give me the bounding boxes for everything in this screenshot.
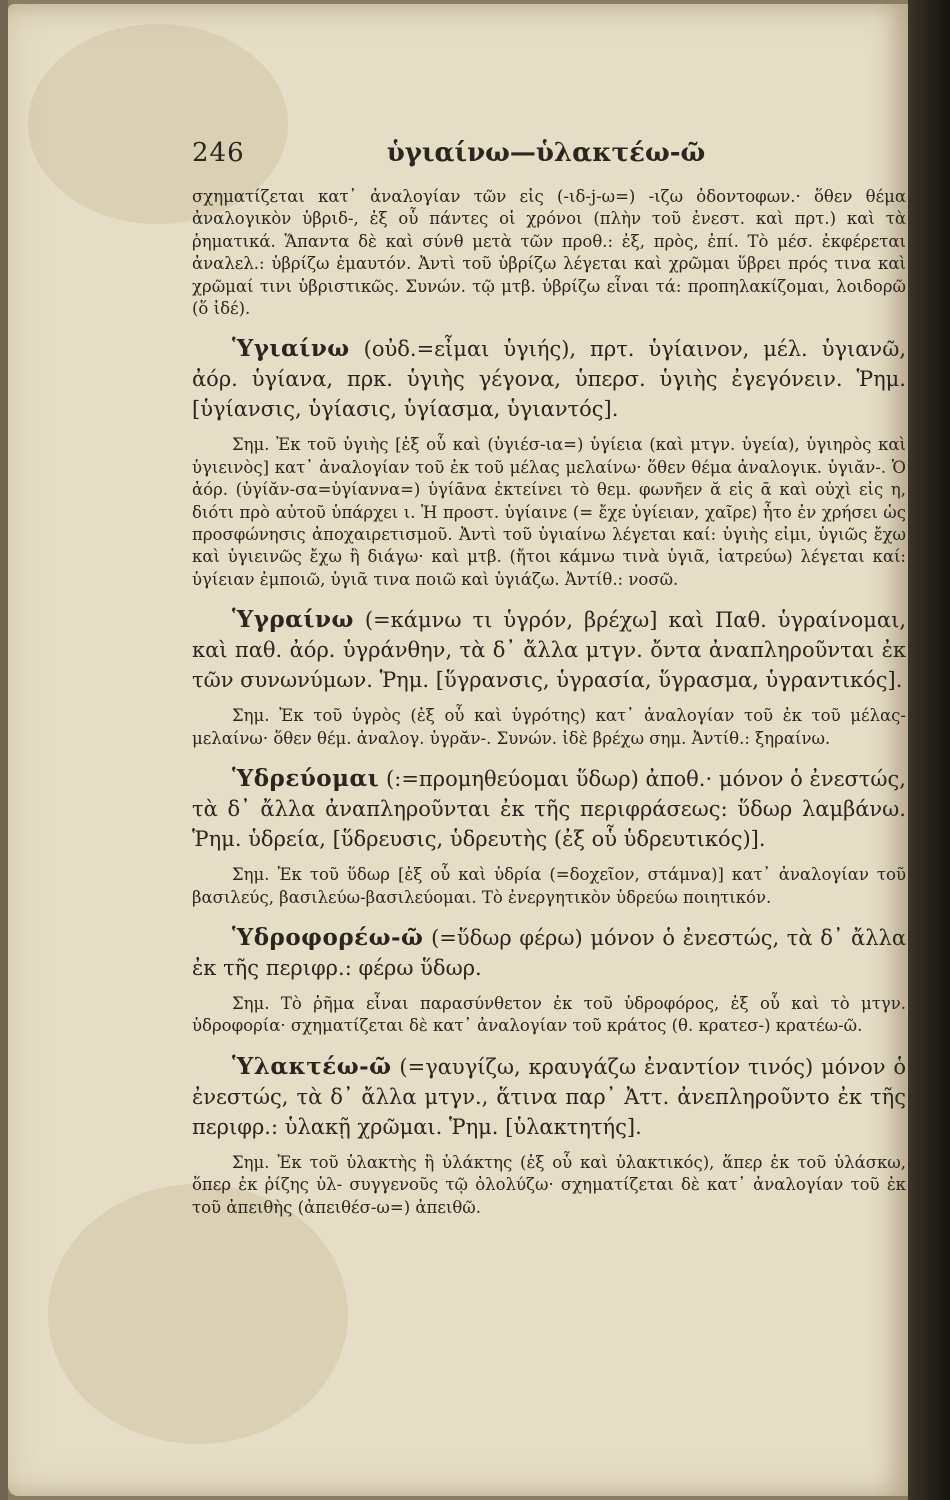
entry-paragraph: [192, 605, 906, 695]
book-fore-edge: [908, 0, 950, 1500]
page-header: [186, 138, 906, 172]
note-paragraph: Σημ. Τὸ ῥῆμα εἶναι παρασύνθετον ἐκ τοῦ ὑδροφόρος, ἐξ οὗ καὶ τὸ μτγν. ὑδροφορία· σχηματίζεται δὲ κατ᾿ ἀναλογίαν τοῦ κράτος (θ. κρατεσ-) κρατέω-ῶ.: [192, 993, 906, 1036]
running-head: ὑγιαίνω—ὑλακτέω-ῶ: [386, 138, 706, 168]
entry-body: (:=προμηθεύομαι ὕδωρ) ἀποθ.· μόνον ὁ ἐνεστώς, τὰ δ᾿ ἄλλα ἀναπληροῦνται ἐκ τῆς περιφράσεως: ὕδωρ λαμβάνω. Ῥημ. ὑδρεία, [ὕδρευσις, ὑδρευτὴς (ἐξ οὗ ὑδρευτικός)].: [192, 767, 906, 852]
entry-headword: Ὑδροφορέω-ῶ: [232, 923, 424, 951]
entry-headword: Ὑλακτέω-ῶ: [232, 1052, 392, 1080]
entry-body: (=ὕδωρ φέρω) μόνον ὁ ἐνεστώς, τὰ δ᾿ ἄλλα ἐκ τῆς περιφρ.: φέρω ὕδωρ.: [192, 925, 906, 980]
note-paragraph: Σημ. Ἐκ τοῦ ὑγιὴς [ἐξ οὗ καὶ (ὑγιέσ-ια=) ὑγίεια (καὶ μτγν. ὑγεία), ὑγιηρὸς καὶ ὑγιεινὸς] κατ᾿ ἀναλογίαν τοῦ ἐκ τοῦ μέλας μελαίνω· ὅθεν θέμα ἀναλογικ. ὑγιᾰν-. Ὁ ἀόρ. (ὑγίᾰν-σα=ὑγίαννα=) ὑγίᾱνα ἐκτείνει τὸ θεμ. φωνῆεν ᾰ εἰς ᾱ καὶ οὐχὶ εἰς η, διότι πρὸ αὐτοῦ ὑπάρχει ι. Ἡ προστ. ὑγίαινε (= ἔχε ὑγίειαν, χαῖρε) ἦτο ἐν χρήσει ὡς προσφώνησις ἀποχαιρετισμοῦ. Ἀντὶ τοῦ ὑγιαίνω λέγεται καί: ὑγιὴς εἰμι, ὑγιῶς ἔχω καὶ ὑγιεινῶς ἔχω ἢ διάγω· καὶ μτβ. (ἤτοι κάμνω τινὰ ὑγιᾶ, ἰατρεύω) λέγεται καί: ὑγίειαν ἐμποιῶ, ὑγιᾶ τινα ποιῶ καὶ ὑγιάζω. Ἀντίθ.: νοσῶ.: [192, 435, 906, 589]
paper-stain: [48, 1184, 348, 1444]
entry-headword: Ὑγραίνω: [232, 606, 354, 634]
book-spine-edge: [0, 0, 8, 1500]
page-number: 246: [192, 138, 245, 168]
dictionary-text: [192, 186, 906, 1219]
note-paragraph: Σημ. Ἐκ τοῦ ὑγρὸς (ἐξ οὗ καὶ ὑγρότης) κατ᾿ ἀναλογίαν τοῦ ἐκ τοῦ μέλας-μελαίνω· ὅθεν θέμ. ἀναλογ. ὑγρᾰν-. Συνών. ἰδὲ βρέχω σημ. Ἀντίθ.: ξηραίνω.: [192, 706, 906, 748]
entry-headword: Ὑγιαίνω: [232, 335, 350, 363]
note-paragraph: σχηματίζεται κατ᾿ ἀναλογίαν τῶν εἰς (-ιδ-j-ω=) -ιζω ὀδοντοφων.· ὅθεν θέμα ἀναλογικὸν ὑβριδ-, ἐξ οὗ πάντες οἱ χρόνοι (πλὴν τοῦ ἐνεστ. καὶ πρτ.) καὶ τὰ ῥηματικά. Ἅπαντα δὲ καὶ σύνθ μετὰ τῶν προθ.: ἐξ, πρὸς, ἐπί. Τὸ μέσ. ἐκφέρεται ἀναλελ.: ὑβρίζω ἐμαυτόν. Ἀντὶ τοῦ ὑβρίζω λέγεται καὶ χρῶμαι ὕβρει πρός τινα καὶ χρῶμαί τινι ὑβριστικῶς. Συνών. τῷ μτβ. ὑβρίζω εἶναι τά: προπηλακίζομαι, λοιδορῶ (ὅ ἰδέ).: [192, 187, 906, 319]
entry-paragraph: [192, 1052, 906, 1142]
note-paragraph: Σημ. Ἐκ τοῦ ὕδωρ [ἐξ οὗ καὶ ὑδρία (=δοχεῖον, στάμνα)] κατ᾿ ἀναλογίαν τοῦ βασιλεύς, βασιλεύω-βασιλεύομαι. Τὸ ἐνεργητικὸν ὑδρεύω ποιητικόν.: [192, 865, 906, 907]
entry-paragraph: [192, 334, 906, 424]
entry-body: (οὐδ.=εἶμαι ὑγιής), πρτ. ὑγίαινον, μέλ. ὑγιανῶ, ἀόρ. ὑγίανα, πρκ. ὑγιὴς γέγονα, ὑπερσ. ὑγιὴς ἐγεγόνειν. Ῥημ. [ὑγίανσις, ὑγίασις, ὑγίασμα, ὑγιαντός].: [192, 337, 906, 422]
entry-body: (=κάμνω τι ὑγρόν, βρέχω] καὶ Παθ. ὑγραίνομαι, καὶ παθ. ἀόρ. ὑγράνθην, τὰ δ᾿ ἄλλα μτγν. ὄντα ἀναπληροῦνται ἐκ τῶν συνωνύμων. Ῥημ. [ὕγρανσις, ὑγρασία, ὕγρασμα, ὑγραντικός].: [192, 608, 906, 693]
entry-paragraph: [192, 764, 906, 854]
entry-paragraph: [192, 923, 906, 983]
note-paragraph: Σημ. Ἐκ τοῦ ὑλακτὴς ἢ ὑλάκτης (ἐξ οὗ καὶ ὑλακτικός), ἅπερ ἐκ τοῦ ὑλάσκω, ὅπερ ἐκ ῥίζης ὑλ- συγγενοῦς τῷ ὀλολύζω· σχηματίζεται δὲ κατ᾿ ἀναλογίαν τοῦ ἐκ τοῦ ἀπειθὴς (ἀπειθέσ-ω=) ἀπειθῶ.: [192, 1152, 906, 1217]
entry-headword: Ὑδρεύομαι: [232, 765, 380, 793]
entry-body: (=γαυγίζω, κραυγάζω ἐναντίον τινός) μόνον ὁ ἐνεστώς, τὰ δ᾿ ἄλλα μτγν., ἅτινα παρ᾿ Ἀττ. ἀνεπληροῦντο ἐκ τῆς περιφρ.: ὑλακῇ χρῶμαι. Ῥημ. [ὑλακτητής].: [192, 1054, 906, 1139]
